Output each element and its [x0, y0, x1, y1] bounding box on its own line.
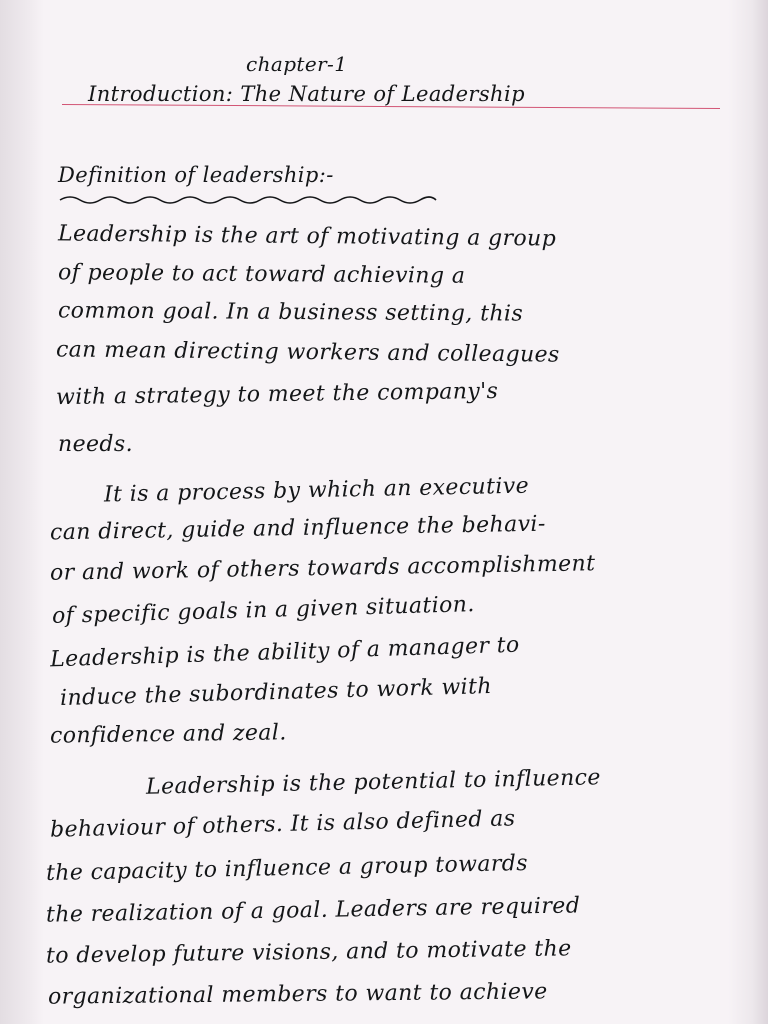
paragraph-line: or and work of others towards accomplishment: [49, 551, 596, 586]
section-heading: Definition of leadership:-: [58, 163, 334, 187]
paragraph-line: the realization of a goal. Leaders are required: [45, 893, 581, 928]
paragraph-line: behaviour of others. It is also defined as: [49, 806, 516, 843]
paragraph-line: Leadership is the art of motivating a group: [57, 221, 557, 252]
heading-squiggle-underline: [58, 192, 438, 208]
paragraph-line: common goal. In a business setting, this: [57, 298, 524, 327]
paragraph-line: needs.: [58, 432, 133, 457]
paragraph-line: of people to act toward achieving a: [57, 260, 466, 289]
paragraph-line: can direct, guide and influence the behavi-: [49, 511, 546, 546]
paragraph-line: with a strategy to meet the company's: [55, 378, 499, 411]
paragraph-line: to develop future visions, and to motivate the: [45, 936, 572, 969]
paragraph-line: confidence and zeal.: [49, 720, 287, 749]
paragraph-line: It is a process by which an executive: [103, 473, 530, 508]
paragraph-line: Leadership is the ability of a manager to: [49, 632, 520, 673]
paragraph-line: of specific goals in a given situation.: [51, 592, 476, 629]
paragraph-line: organizational members to want to achieve: [47, 979, 548, 1010]
page-right-edge: [728, 0, 768, 1024]
paragraph-line: the capacity to influence a group towards: [45, 850, 529, 887]
chapter-label: chapter-1: [246, 52, 348, 76]
chapter-title: Introduction: The Nature of Leadership: [88, 82, 525, 106]
paragraph-line: Leadership is the potential to influence: [145, 765, 602, 800]
page-left-edge: [0, 0, 44, 1024]
paragraph-line: can mean directing workers and colleagues: [55, 337, 560, 368]
paragraph-line: induce the subordinates to work with: [59, 673, 493, 712]
